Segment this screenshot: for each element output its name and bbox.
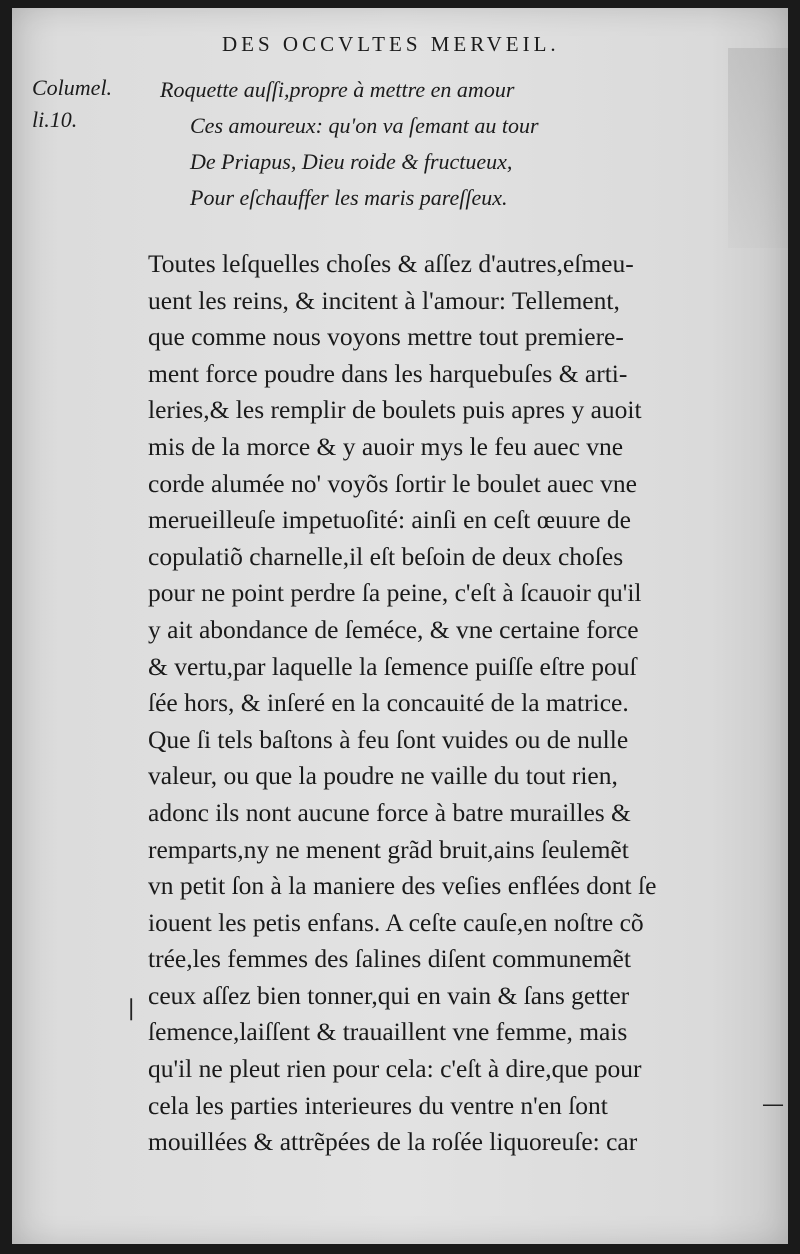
margin-mark-icon: ❘ (122, 996, 141, 1021)
running-head: DES OCCVLTES MERVEIL. (222, 32, 560, 56)
margin-note (32, 72, 112, 136)
text-line: merueilleuſe impetuoſité: ainſi en ceſt œuure de (148, 505, 631, 535)
text-line: ſemence,laiſſent & trauaillent vne femme, mais (148, 1017, 628, 1047)
verse-block (160, 72, 539, 216)
text-line: uent les reins, & incitent à l'amour: Tellement, (148, 285, 620, 315)
text-line: y ait abondance de ſeméce, & vne certaine force (148, 614, 639, 644)
margin-note-line: Columel. (32, 75, 113, 100)
text-line: leries,& les remplir de boulets puis apres y auoit (148, 395, 642, 425)
text-line: remparts,ny ne menent grãd bruit,ains ſeulemẽt (148, 834, 629, 864)
verse-line: Pour eſchauffer les maris pareſſeux. (190, 185, 508, 210)
verse-line: Roquette auſſi,propre à mettre en amour (160, 77, 515, 102)
text-line: qu'il ne pleut rien pour cela: c'eſt à dire,que pour (148, 1054, 642, 1084)
text-line: Que ſi tels baſtons à feu ſont vuides ou de nulle (148, 724, 629, 754)
catchword-dash-icon: — (762, 1092, 784, 1117)
text-line: corde alumée no' voyõs ſortir le boulet auec vne (148, 468, 637, 498)
verse-line: De Priapus, Dieu roide & fructueux, (190, 149, 513, 174)
text-line: ſée hors, & inſeré en la concauité de la matrice. (148, 688, 629, 718)
text-line: ment force poudre dans les harquebuſes & arti- (148, 358, 628, 388)
text-line: mouillées & attrẽpées de la roſée liquoreuſe: car (148, 1127, 638, 1157)
text-line: ceux aſſez bien tonner,qui en vain & ſans getter (148, 980, 630, 1010)
verse-line: Ces amoureux: qu'on va ſemant au tour (190, 113, 539, 138)
margin-note-line: li.10. (32, 107, 78, 132)
text-line: trée,les femmes des ſalines diſent communemẽt (148, 944, 631, 974)
book-page (12, 8, 788, 1244)
text-line: & vertu,par laquelle la ſemence puiſſe eſtre pouſ (148, 651, 637, 681)
text-line: mis de la morce & y auoir mys le feu auec vne (148, 431, 624, 461)
text-line: valeur, ou que la poudre ne vaille du tout rien, (148, 761, 618, 791)
text-line: que comme nous voyons mettre tout premiere- (148, 322, 624, 352)
body-text (148, 246, 768, 1161)
text-line: Toutes leſquelles choſes & aſſez d'autres,eſmeu- (148, 249, 634, 278)
text-line: cela les parties interieures du ventre n'en ſont (148, 1090, 608, 1120)
text-line: adonc ils nont aucune force à batre murailles & (148, 797, 631, 827)
text-line: copulatiõ charnelle,il eſt beſoin de deux choſes (148, 541, 624, 571)
text-line: vn petit ſon à la maniere des veſies enflées dont ſe (148, 871, 657, 901)
text-line: pour ne point perdre ſa peine, c'eſt à ſcauoir qu'il (148, 578, 642, 608)
bleed-through-shadow (728, 48, 788, 248)
text-line: iouent les petis enfans. A ceſte cauſe,en noſtre cõ (148, 907, 644, 937)
